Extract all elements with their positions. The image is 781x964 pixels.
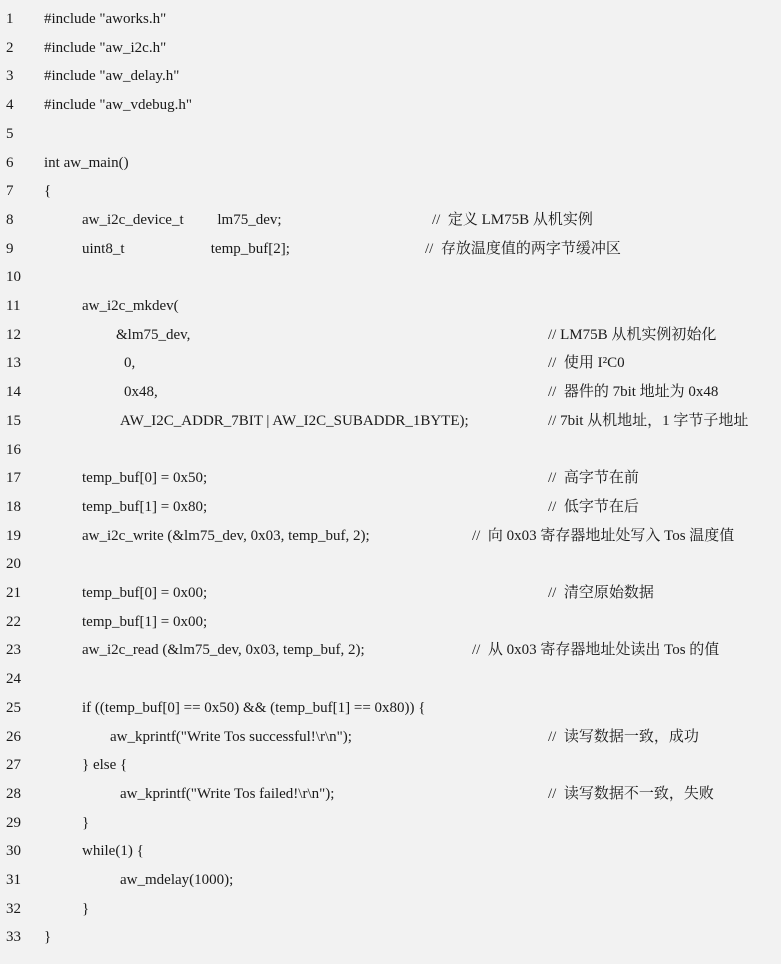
- code-line: [0, 436, 781, 464]
- line-number: 3: [6, 68, 14, 85]
- code-line: [0, 378, 781, 406]
- code-text: {: [44, 183, 52, 200]
- code-text: aw_mdelay(1000);: [120, 872, 234, 888]
- line-number: 17: [6, 470, 21, 487]
- code-comment: // 读写数据一致，成功: [548, 728, 699, 745]
- code-line: [0, 206, 781, 234]
- line-number: 13: [6, 355, 21, 372]
- code-comment: // 向 0x03 寄存器地址处写入 Tos 温度值: [472, 527, 735, 544]
- code-line: [0, 177, 781, 205]
- code-line: [0, 837, 781, 865]
- code-line: [0, 579, 781, 607]
- code-text: #include "aworks.h": [44, 11, 167, 27]
- line-number: 31: [6, 872, 21, 888]
- code-line: [0, 665, 781, 693]
- code-text: temp_buf[1] = 0x00;: [82, 613, 208, 630]
- code-text: aw_i2c_write (&lm75_dev, 0x03, temp_buf, 2);: [82, 527, 370, 544]
- line-number: 1: [6, 11, 14, 27]
- code-line: [0, 62, 781, 90]
- code-text: aw_i2c_mkdev(: [82, 298, 179, 314]
- code-line: [0, 120, 781, 148]
- code-line: [0, 493, 781, 521]
- code-text: #include "aw_vdebug.h": [44, 97, 193, 114]
- line-number: 5: [6, 125, 14, 142]
- code-comment: // 清空原始数据: [548, 585, 654, 601]
- code-line: [0, 5, 781, 33]
- code-line: [0, 263, 781, 291]
- code-comment: // 器件的 7bit 地址为 0x48: [548, 384, 719, 401]
- code-comment: // 读写数据不一致，失败: [548, 785, 714, 802]
- code-comment: // 低字节在后: [548, 498, 639, 515]
- code-line: [0, 34, 781, 62]
- line-number: 14: [6, 384, 21, 401]
- line-number: 21: [6, 585, 21, 601]
- code-line: [0, 292, 781, 320]
- code-text: aw_i2c_device_t lm75_dev;: [82, 211, 282, 228]
- code-text: }: [44, 929, 52, 946]
- line-number: 7: [6, 183, 14, 200]
- code-comment: // 高字节在前: [548, 470, 639, 487]
- line-number: 9: [6, 240, 14, 257]
- line-number: 29: [6, 814, 21, 831]
- line-number: 23: [6, 642, 21, 659]
- code-text: temp_buf[0] = 0x00;: [82, 585, 208, 601]
- code-text: temp_buf[1] = 0x80;: [82, 498, 208, 515]
- code-text: &lm75_dev,: [116, 326, 191, 343]
- line-number: 32: [6, 900, 21, 917]
- code-line: [0, 349, 781, 377]
- code-line: [0, 723, 781, 751]
- code-text: aw_kprintf("Write Tos failed!\r\n");: [120, 785, 335, 802]
- line-number: 22: [6, 613, 21, 630]
- code-text: #include "aw_i2c.h": [44, 39, 167, 56]
- code-line: [0, 751, 781, 779]
- code-comment: // 从 0x03 寄存器地址处读出 Tos 的值: [472, 642, 720, 659]
- code-text: AW_I2C_ADDR_7BIT | AW_I2C_SUBADDR_1BYTE);: [120, 412, 469, 429]
- code-text: uint8_t temp_buf[2];: [82, 240, 290, 257]
- code-text: int aw_main(): [44, 154, 129, 171]
- line-number: 12: [6, 326, 21, 343]
- code-line: [0, 780, 781, 808]
- code-text: while(1) {: [82, 843, 144, 860]
- code-line: [0, 866, 781, 894]
- code-line: [0, 235, 781, 263]
- line-number: 24: [6, 671, 21, 688]
- code-line: [0, 636, 781, 664]
- code-text: if ((temp_buf[0] == 0x50) && (temp_buf[1] == 0x80)) {: [82, 699, 426, 716]
- code-line: [0, 321, 781, 349]
- code-line: [0, 522, 781, 550]
- line-number: 11: [6, 298, 21, 314]
- code-line: [0, 923, 781, 951]
- code-comment: // 7bit 从机地址，1 字节子地址: [548, 412, 749, 429]
- line-number: 15: [6, 412, 21, 429]
- line-number: 25: [6, 699, 21, 716]
- code-text: aw_i2c_read (&lm75_dev, 0x03, temp_buf, 2);: [82, 642, 365, 659]
- code-text: #include "aw_delay.h": [44, 68, 180, 85]
- code-line: [0, 550, 781, 578]
- code-line: [0, 694, 781, 722]
- line-number: 20: [6, 556, 21, 573]
- line-number: 30: [6, 843, 21, 860]
- code-text: aw_kprintf("Write Tos successful!\r\n");: [110, 728, 352, 745]
- code-line: [0, 464, 781, 492]
- code-comment: // LM75B 从机实例初始化: [548, 326, 717, 343]
- code-line: [0, 608, 781, 636]
- code-comment: // 定义 LM75B 从机实例: [432, 211, 593, 228]
- code-line: [0, 809, 781, 837]
- code-text: }: [82, 900, 90, 917]
- line-number: 8: [6, 211, 14, 228]
- code-line: [0, 895, 781, 923]
- code-line: [0, 149, 781, 177]
- code-text: temp_buf[0] = 0x50;: [82, 470, 208, 487]
- line-number: 10: [6, 269, 21, 286]
- code-text: }: [82, 814, 90, 831]
- line-number: 33: [6, 929, 21, 946]
- line-number: 6: [6, 154, 14, 171]
- line-number: 4: [6, 97, 14, 114]
- line-number: 19: [6, 527, 21, 544]
- line-number: 18: [6, 498, 21, 515]
- line-number: 2: [6, 39, 14, 56]
- code-line: [0, 91, 781, 119]
- line-number: 28: [6, 785, 21, 802]
- code-text: 0x48,: [124, 384, 158, 401]
- line-number: 26: [6, 728, 21, 745]
- code-text: 0,: [124, 355, 136, 372]
- code-text: } else {: [82, 757, 128, 774]
- code-line: [0, 407, 781, 435]
- line-number: 27: [6, 757, 21, 774]
- line-number: 16: [6, 441, 21, 458]
- code-comment: // 存放温度值的两字节缓冲区: [425, 240, 621, 257]
- code-comment: // 使用 I²C0: [548, 355, 625, 372]
